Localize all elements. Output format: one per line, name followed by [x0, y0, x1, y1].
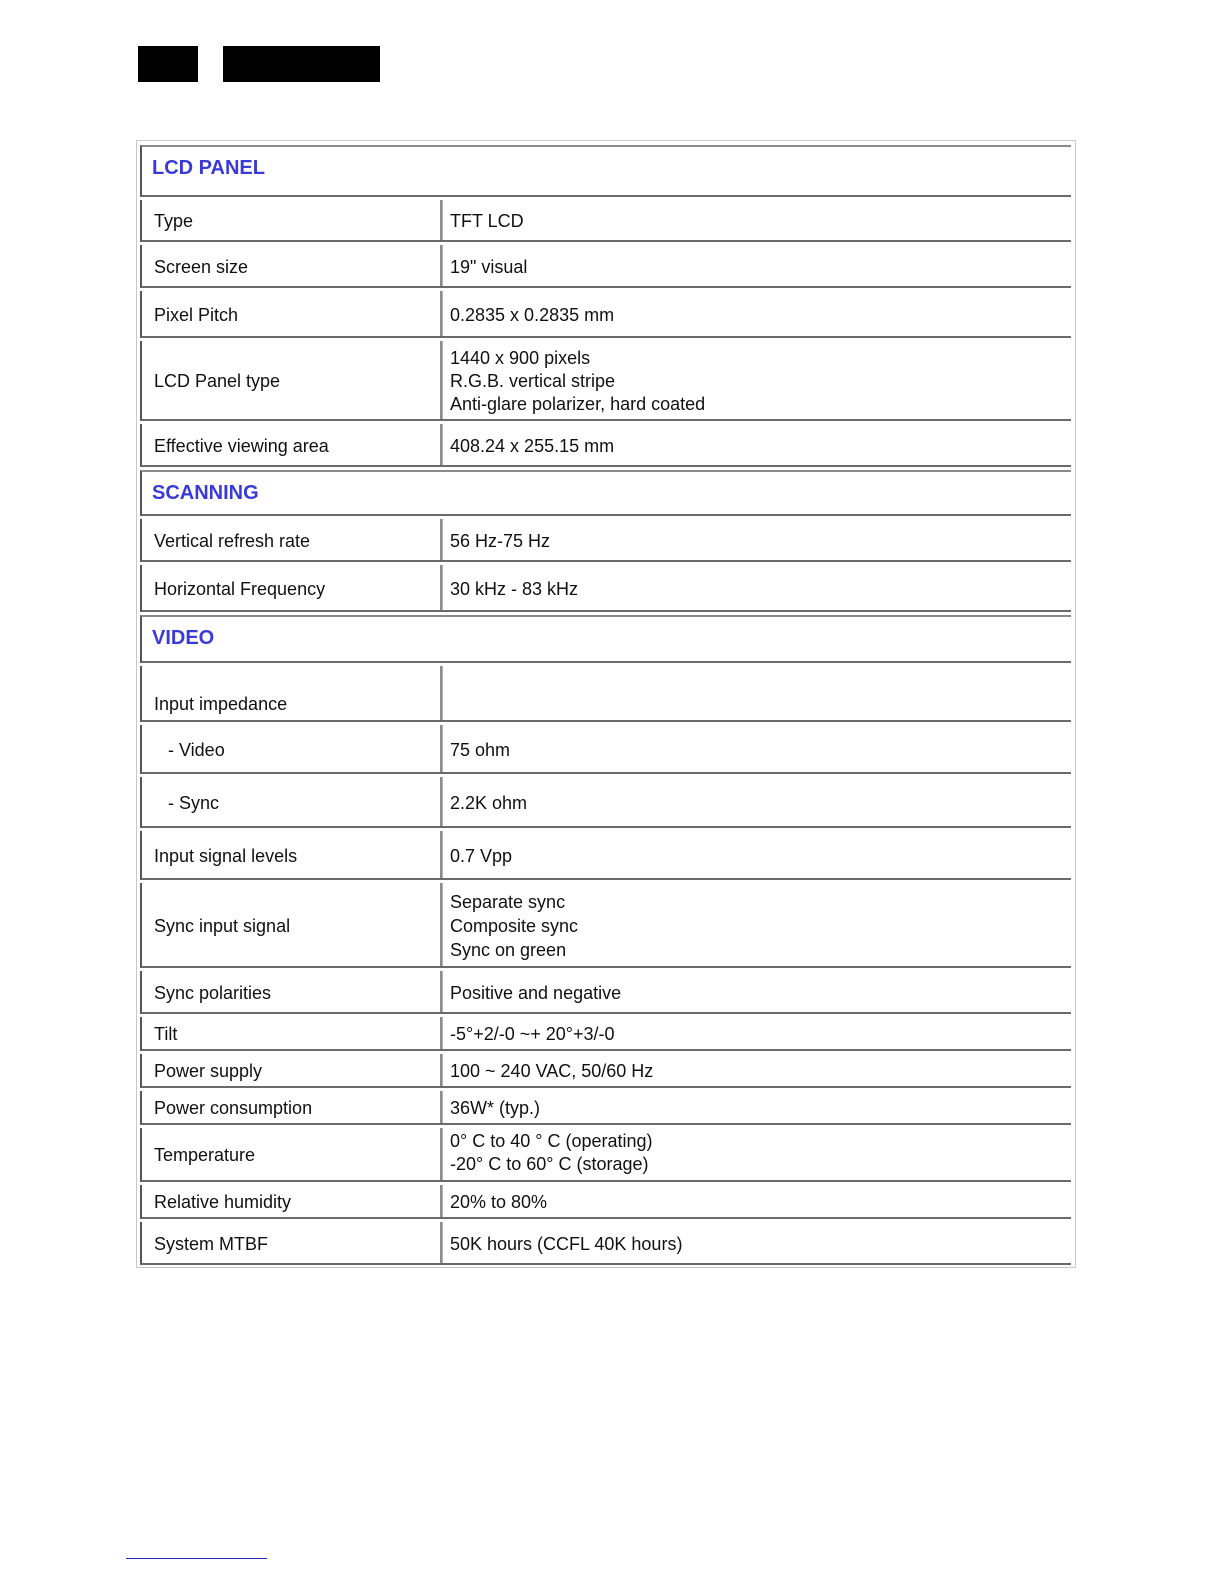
spec-row-vertical-refresh-rate	[140, 519, 1071, 562]
section-title: SCANNING	[152, 482, 259, 504]
spec-value	[442, 1128, 1071, 1180]
spec-value-line: 0.7 Vpp	[450, 845, 513, 866]
section-header-lcd-panel	[140, 145, 1071, 197]
spec-value-line: Anti-glare polarizer, hard coated	[450, 393, 706, 414]
spec-row-screen-size	[140, 245, 1071, 288]
spec-value	[442, 666, 1071, 720]
spec-label: Input signal levels	[142, 831, 442, 878]
spec-row-horizontal-frequency	[140, 565, 1071, 612]
spec-value	[442, 200, 1071, 240]
spec-label: Horizontal Frequency	[142, 565, 442, 610]
spec-row-input-signal-levels	[140, 831, 1071, 880]
spec-value-line: Sync on green	[450, 939, 567, 960]
spec-row-tilt	[140, 1017, 1071, 1051]
spec-value-line: 100 ~ 240 VAC, 50/60 Hz	[450, 1061, 654, 1081]
spec-row-effective-viewing-area	[140, 424, 1071, 467]
spec-value	[442, 291, 1071, 336]
spec-value-line: Composite sync	[450, 915, 579, 936]
spec-label: Power consumption	[142, 1091, 442, 1123]
section-title: LCD PANEL	[152, 157, 265, 179]
footer-rule	[126, 1558, 267, 1559]
spec-row-sync	[140, 777, 1071, 828]
spec-value-line: 0° C to 40 ° C (operating)	[450, 1131, 653, 1151]
section-header-video	[140, 615, 1071, 663]
spec-value-line: -20° C to 60° C (storage)	[450, 1154, 649, 1174]
spec-value-line: 0.2835 x 0.2835 mm	[450, 304, 615, 325]
spec-value	[442, 1222, 1071, 1263]
section-header-scanning	[140, 470, 1071, 516]
spec-value-line: 56 Hz-75 Hz	[450, 530, 551, 551]
spec-label: System MTBF	[142, 1222, 442, 1263]
spec-value	[442, 341, 1071, 419]
spec-label: Input impedance	[142, 666, 442, 720]
spec-value-line: Positive and negative	[450, 982, 622, 1003]
spec-value	[442, 1185, 1071, 1217]
spec-label: Pixel Pitch	[142, 291, 442, 336]
spec-label: LCD Panel type	[142, 341, 442, 419]
spec-label: Tilt	[142, 1017, 442, 1049]
redacted-block-right	[223, 46, 380, 82]
spec-value-line: R.G.B. vertical stripe	[450, 370, 616, 391]
spec-label: Vertical refresh rate	[142, 519, 442, 560]
spec-row-input-impedance	[140, 666, 1071, 722]
spec-label: - Sync	[142, 777, 442, 826]
spec-label: Type	[142, 200, 442, 240]
spec-value	[442, 831, 1071, 878]
spec-label: Relative humidity	[142, 1185, 442, 1217]
spec-row-power-supply	[140, 1054, 1071, 1088]
spec-label: Sync polarities	[142, 971, 442, 1012]
spec-value-line: TFT LCD	[450, 211, 524, 231]
section-title: VIDEO	[152, 627, 215, 649]
spec-label: Screen size	[142, 245, 442, 286]
spec-row-relative-humidity	[140, 1185, 1071, 1219]
spec-value	[442, 1017, 1071, 1049]
spec-value	[442, 565, 1071, 610]
spec-row-pixel-pitch	[140, 291, 1071, 338]
spec-value-line: 30 kHz - 83 kHz	[450, 578, 579, 599]
spec-value	[442, 1091, 1071, 1123]
spec-row-system-mtbf	[140, 1222, 1071, 1265]
spec-value-line: 408.24 x 255.15 mm	[450, 435, 615, 456]
spec-value-line: Separate sync	[450, 891, 566, 912]
spec-value	[442, 1054, 1071, 1086]
spec-value-line: 36W* (typ.)	[450, 1098, 541, 1118]
spec-value	[442, 777, 1071, 826]
spec-value-line: 2.2K ohm	[450, 792, 528, 813]
spec-value-line: -5°+2/-0 ~+ 20°+3/-0	[450, 1024, 615, 1044]
spec-value-line: 19" visual	[450, 256, 528, 277]
spec-row-sync-input-signal	[140, 883, 1071, 968]
spec-row-type	[140, 200, 1071, 242]
spec-row-sync-polarities	[140, 971, 1071, 1014]
spec-row-video	[140, 725, 1071, 774]
spec-value-line: 75 ohm	[450, 739, 511, 760]
spec-row-lcd-panel-type	[140, 341, 1071, 421]
spec-value	[442, 424, 1071, 465]
spec-value	[442, 519, 1071, 560]
spec-value-line: 50K hours (CCFL 40K hours)	[450, 1233, 683, 1254]
spec-label: Power supply	[142, 1054, 442, 1086]
spec-value	[442, 971, 1071, 1012]
spec-value	[442, 245, 1071, 286]
spec-label: Sync input signal	[142, 883, 442, 966]
spec-value-line: 20% to 80%	[450, 1192, 548, 1212]
spec-value	[442, 883, 1071, 966]
spec-value-line: 1440 x 900 pixels	[450, 347, 591, 368]
spec-row-power-consumption	[140, 1091, 1071, 1125]
spec-table	[136, 140, 1076, 1268]
spec-label: Effective viewing area	[142, 424, 442, 465]
redacted-block-left	[138, 46, 198, 82]
spec-value	[442, 725, 1071, 772]
spec-row-temperature	[140, 1128, 1071, 1182]
spec-label: Temperature	[142, 1128, 442, 1180]
spec-label: - Video	[142, 725, 442, 772]
